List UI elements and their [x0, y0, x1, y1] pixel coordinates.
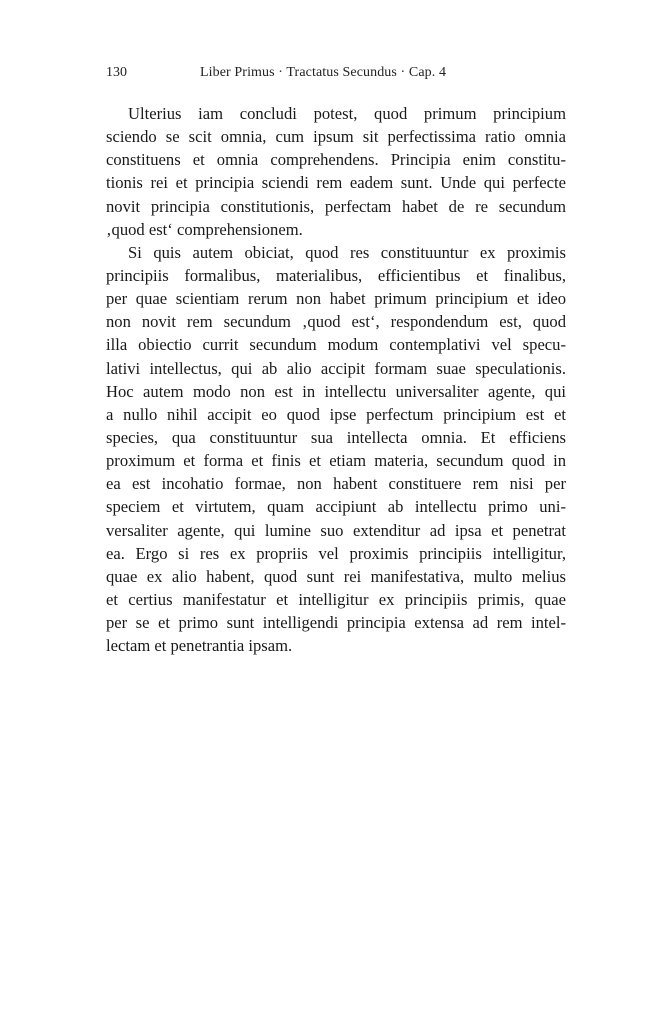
book-page: [106, 62, 566, 657]
text-line: ‚quod est‘ comprehensionem.: [106, 219, 303, 239]
page-number: 130: [106, 65, 127, 80]
text-line: Hoc autem modo non est in intellectu universaliter agente, qui: [106, 381, 566, 401]
text-line: novit principia constitutionis, perfectam habet de re secundum: [106, 196, 566, 216]
text-line: speciem et virtutem, quam accipiunt ab intellectu primo uni-: [106, 497, 566, 517]
text-line: et certius manifestatur et intelligitur ex principiis primis, quae: [106, 589, 566, 609]
paragraph: [106, 102, 566, 241]
text-line: quae ex alio habent, quod sunt rei manifestativa, multo melius: [106, 566, 566, 586]
text-line: constituens et omnia comprehendens. Principia enim constitu-: [106, 150, 566, 170]
text-line: sciendo se scit omnia, cum ipsum sit perfectissima ratio omnia: [106, 127, 566, 147]
text-line: Si quis autem obiciat, quod res constituuntur ex proximis: [128, 242, 566, 262]
text-line: lativi intellectus, qui ab alio accipit formam suae speculationis.: [106, 358, 566, 378]
running-head: [106, 62, 566, 84]
text-line: a nullo nihil accipit eo quod ipse perfectum principium est et: [106, 404, 566, 424]
running-head-title: Liber Primus · Tractatus Secundus · Cap. 4: [200, 65, 447, 80]
text-line: species, qua constituuntur sua intellecta omnia. Et efficiens: [106, 427, 566, 447]
text-line: Ulterius iam concludi potest, quod primum principium: [128, 104, 566, 123]
body-text: [106, 102, 566, 657]
text-line: illa obiectio currit secundum modum contemplativi vel specu-: [106, 335, 566, 355]
text-line: ea. Ergo si res ex propriis vel proximis principiis intelligitur,: [106, 543, 566, 563]
text-line: versaliter agente, qui lumine suo extenditur ad ipsa et penetrat: [106, 520, 566, 540]
text-line: lectam et penetrantia ipsam.: [106, 636, 293, 656]
text-line: non novit rem secundum ‚quod est‘, respondendum est, quod: [106, 312, 566, 332]
text-line: per quae scientiam rerum non habet primum principium et ideo: [106, 289, 566, 309]
text-line: proximum et forma et finis et etiam materia, secundum quod in: [106, 451, 566, 471]
text-line: tionis rei et principia sciendi rem eadem sunt. Unde qui perfecte: [106, 173, 566, 193]
text-line: ea est incohatio formae, non habent constituere rem nisi per: [106, 474, 566, 494]
text-line: principiis formalibus, materialibus, efficientibus et finalibus,: [106, 265, 566, 285]
paragraph: [106, 241, 566, 658]
text-line: per se et primo sunt intelligendi principia extensa ad rem intel-: [106, 613, 566, 633]
